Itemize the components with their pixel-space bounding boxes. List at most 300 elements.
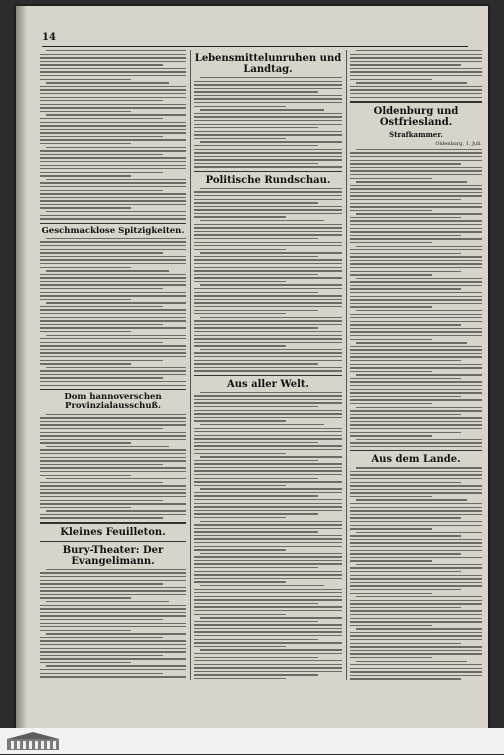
text-line	[194, 535, 342, 536]
text-line	[194, 302, 342, 303]
article-body	[350, 467, 482, 680]
text-line	[194, 202, 318, 203]
text-line	[194, 460, 318, 461]
text-line	[200, 521, 342, 522]
text-line	[356, 564, 482, 565]
text-line	[194, 267, 342, 268]
text-line	[194, 263, 342, 264]
text-line	[40, 122, 186, 123]
text-line	[350, 206, 482, 207]
text-line	[350, 192, 482, 193]
text-line	[200, 109, 324, 110]
text-line	[350, 292, 482, 293]
text-line	[40, 104, 186, 105]
text-line	[350, 489, 482, 490]
text-line	[40, 309, 186, 310]
text-line	[40, 424, 186, 425]
text-line	[194, 660, 342, 661]
text-line	[350, 89, 482, 90]
text-line	[194, 470, 342, 471]
text-line	[40, 648, 186, 649]
text-line	[350, 492, 482, 493]
text-line	[46, 633, 186, 634]
article-body	[40, 50, 186, 220]
text-line	[350, 435, 432, 436]
text-line	[350, 389, 482, 390]
text-line	[194, 463, 342, 464]
text-line	[350, 335, 482, 336]
text-line	[356, 532, 482, 533]
text-line	[40, 587, 186, 588]
text-line	[350, 174, 482, 175]
text-line	[40, 175, 131, 176]
text-line	[350, 610, 482, 611]
section-divider	[350, 101, 482, 103]
text-line	[350, 321, 482, 322]
text-line	[350, 657, 432, 658]
text-line	[350, 331, 482, 332]
text-line	[350, 614, 482, 615]
text-line	[40, 182, 186, 183]
text-line	[200, 141, 342, 142]
text-line	[194, 538, 342, 539]
text-line	[194, 199, 342, 200]
text-line	[350, 238, 482, 239]
text-line	[194, 546, 342, 547]
text-line	[40, 385, 186, 386]
text-line	[194, 327, 318, 328]
text-line	[40, 252, 163, 253]
text-line	[350, 203, 482, 204]
text-line	[40, 139, 186, 140]
text-line	[194, 288, 342, 289]
text-line	[194, 360, 342, 361]
text-line	[40, 57, 186, 58]
text-line	[194, 624, 342, 625]
text-line	[40, 457, 186, 458]
text-line	[40, 320, 186, 321]
text-line	[356, 213, 482, 214]
text-line	[356, 596, 482, 597]
text-line	[350, 482, 461, 483]
text-line	[350, 639, 482, 640]
text-line	[350, 167, 482, 168]
text-line	[350, 306, 432, 307]
text-line	[194, 91, 318, 92]
text-line	[356, 374, 482, 375]
text-line	[40, 651, 186, 652]
text-line	[356, 246, 482, 247]
text-line	[194, 242, 342, 243]
text-line	[194, 159, 342, 160]
text-line	[350, 635, 482, 636]
text-line	[350, 589, 461, 590]
text-line	[40, 489, 186, 490]
text-line	[200, 77, 342, 78]
text-line	[40, 453, 186, 454]
text-line	[194, 274, 318, 275]
text-line	[40, 517, 163, 518]
text-line	[350, 403, 432, 404]
text-line	[350, 314, 482, 315]
text-line	[40, 356, 186, 357]
text-line	[350, 521, 482, 522]
text-line	[40, 267, 131, 268]
article-divider	[40, 389, 186, 390]
text-line	[40, 580, 186, 581]
text-line	[194, 345, 286, 346]
text-line	[350, 160, 482, 161]
text-line	[194, 674, 318, 675]
text-line	[194, 370, 342, 371]
text-line	[40, 259, 186, 260]
text-line	[200, 284, 342, 285]
headline: Geschmacklose Spitzigkeiten.	[40, 227, 186, 236]
text-line	[200, 456, 342, 457]
text-line	[194, 149, 342, 150]
text-line	[200, 252, 342, 253]
section-title: Aus aller Welt.	[194, 379, 342, 390]
text-line	[194, 342, 342, 343]
text-line	[194, 191, 342, 192]
text-line	[194, 231, 342, 232]
text-line	[350, 607, 461, 608]
text-line	[46, 601, 169, 602]
text-line	[40, 331, 131, 332]
text-line	[194, 524, 342, 525]
text-line	[194, 163, 318, 164]
text-line	[350, 428, 482, 429]
column-2	[194, 50, 342, 680]
text-line	[40, 324, 163, 325]
text-line	[40, 615, 186, 616]
text-line	[350, 381, 482, 382]
text-line	[194, 209, 342, 210]
text-line	[194, 224, 342, 225]
text-line	[46, 114, 186, 115]
text-line	[40, 150, 186, 151]
text-line	[194, 95, 342, 96]
text-line	[194, 413, 342, 414]
text-line	[350, 199, 461, 200]
text-line	[40, 377, 163, 378]
text-line	[46, 510, 186, 511]
text-line	[40, 249, 186, 250]
text-line	[350, 242, 432, 243]
text-line	[194, 671, 342, 672]
text-line	[350, 560, 432, 561]
text-line	[40, 129, 186, 130]
text-line	[194, 417, 342, 418]
text-line	[194, 510, 342, 511]
text-line	[194, 131, 342, 132]
text-line	[350, 296, 482, 297]
section-divider	[40, 522, 186, 524]
text-line	[40, 245, 186, 246]
text-line	[200, 349, 342, 350]
text-line	[46, 665, 186, 666]
text-line	[356, 467, 482, 468]
subheading: Strafkammer.	[350, 130, 482, 139]
text-line	[350, 664, 482, 665]
text-line	[356, 628, 482, 629]
text-line	[194, 270, 342, 271]
text-line	[40, 71, 186, 72]
text-line	[194, 338, 342, 339]
text-line	[350, 525, 482, 526]
text-line	[194, 485, 286, 486]
text-line	[40, 215, 186, 216]
column-1	[40, 50, 186, 680]
text-line	[350, 593, 432, 594]
page-spine	[16, 6, 26, 728]
text-line	[40, 676, 186, 677]
text-line	[194, 628, 342, 629]
text-line	[350, 578, 482, 579]
text-line	[350, 517, 461, 518]
text-line	[350, 64, 461, 65]
text-line	[40, 572, 186, 573]
text-line	[194, 589, 342, 590]
text-line	[200, 585, 324, 586]
text-line	[194, 474, 342, 475]
text-line	[40, 295, 186, 296]
text-line	[194, 428, 342, 429]
article-body	[40, 414, 186, 519]
text-line	[194, 567, 318, 568]
text-line	[194, 435, 342, 436]
text-line	[40, 432, 186, 433]
text-line	[194, 596, 342, 597]
text-line	[350, 324, 461, 325]
text-line	[350, 514, 482, 515]
text-line	[194, 335, 342, 336]
text-line	[350, 585, 482, 586]
text-line	[194, 124, 342, 125]
text-line	[350, 643, 461, 644]
text-line	[350, 231, 482, 232]
text-line	[40, 317, 186, 318]
text-line	[194, 195, 342, 196]
text-line	[40, 471, 186, 472]
text-line	[194, 98, 342, 99]
text-line	[350, 385, 482, 386]
text-line	[40, 143, 131, 144]
text-line	[356, 342, 467, 343]
article-body	[194, 392, 342, 680]
text-line	[40, 89, 186, 90]
text-line	[46, 82, 169, 83]
headline: Dom hannoverschen Provinzialausschuß.	[40, 393, 186, 412]
text-line	[200, 220, 324, 221]
text-line	[40, 442, 131, 443]
text-line	[40, 449, 186, 450]
text-line	[194, 449, 342, 450]
text-line	[194, 102, 342, 103]
text-line	[40, 482, 163, 483]
text-line	[350, 571, 461, 572]
text-line	[350, 653, 482, 654]
text-line	[350, 360, 461, 361]
text-line	[200, 317, 342, 318]
headline: Lebensmittelunruhen und Landtag.	[194, 53, 342, 75]
text-line	[194, 431, 342, 432]
text-line	[40, 349, 186, 350]
text-line	[194, 88, 342, 89]
text-line	[40, 274, 186, 275]
text-line	[40, 630, 131, 631]
text-line	[40, 190, 163, 191]
text-line	[350, 274, 432, 275]
text-line	[46, 367, 186, 368]
text-line	[194, 402, 342, 403]
text-line	[194, 145, 318, 146]
text-line	[350, 57, 482, 58]
text-line	[40, 207, 131, 208]
text-line	[40, 186, 186, 187]
text-line	[200, 424, 324, 425]
text-line	[350, 550, 482, 551]
text-line	[40, 75, 186, 76]
text-line	[194, 256, 318, 257]
text-line	[194, 642, 342, 643]
text-line	[350, 256, 482, 257]
text-line	[40, 256, 186, 257]
text-line	[194, 134, 342, 135]
text-line	[40, 68, 186, 69]
text-line	[194, 499, 342, 500]
text-line	[194, 542, 342, 543]
text-line	[194, 599, 342, 600]
text-line	[40, 492, 186, 493]
text-line	[200, 649, 342, 650]
text-line	[46, 270, 169, 271]
text-line	[350, 546, 482, 547]
text-line	[40, 327, 186, 328]
text-line	[194, 113, 342, 114]
text-line	[350, 299, 482, 300]
text-line	[194, 238, 318, 239]
text-line	[194, 453, 286, 454]
text-line	[350, 224, 482, 225]
text-line	[194, 481, 342, 482]
text-line	[194, 653, 342, 654]
text-line	[194, 495, 318, 496]
text-line	[350, 281, 482, 282]
text-line	[40, 583, 163, 584]
text-line	[46, 179, 186, 180]
text-line	[350, 220, 482, 221]
text-line	[40, 168, 186, 169]
text-line	[350, 446, 482, 447]
text-line	[194, 578, 342, 579]
article-body	[350, 50, 482, 98]
text-line	[40, 597, 131, 598]
text-line	[40, 172, 163, 173]
text-line	[350, 86, 482, 87]
text-line	[350, 97, 482, 98]
dateline: Oldenburg, 1. Juli.	[350, 141, 482, 147]
text-line	[40, 345, 186, 346]
text-line	[350, 195, 482, 196]
text-line	[40, 241, 186, 242]
text-line	[40, 594, 186, 595]
text-line	[40, 292, 186, 293]
text-line	[194, 363, 318, 364]
article-body	[350, 149, 482, 447]
text-line	[194, 631, 342, 632]
text-line	[350, 364, 482, 365]
text-line	[350, 675, 482, 676]
text-line	[194, 410, 342, 411]
text-line	[194, 442, 318, 443]
archive-logo-icon	[6, 731, 60, 751]
text-line	[194, 310, 318, 311]
text-line	[194, 664, 342, 665]
text-line	[350, 471, 482, 472]
text-line	[350, 414, 461, 415]
section-title: Politische Rundschau.	[194, 175, 342, 186]
text-line	[350, 317, 482, 318]
text-line	[194, 227, 342, 228]
text-line	[194, 420, 286, 421]
text-line	[194, 395, 342, 396]
text-line	[40, 514, 186, 515]
text-line	[40, 100, 163, 101]
text-line	[350, 367, 482, 368]
text-line	[350, 267, 482, 268]
text-line	[350, 378, 461, 379]
text-line	[194, 517, 286, 518]
text-line	[194, 478, 318, 479]
text-line	[46, 302, 186, 303]
text-line	[350, 346, 482, 347]
text-line	[40, 435, 186, 436]
headline: Bury-Theater: Der Evangelimann.	[40, 545, 186, 567]
text-line	[40, 417, 186, 418]
article-body	[40, 238, 186, 386]
text-line	[40, 485, 186, 486]
text-line	[200, 617, 342, 618]
text-line	[194, 206, 342, 207]
text-line	[40, 284, 186, 285]
text-line	[350, 178, 432, 179]
text-line	[194, 678, 286, 679]
text-line	[350, 421, 482, 422]
text-line	[40, 197, 186, 198]
text-line	[350, 485, 482, 486]
text-line	[194, 563, 342, 564]
text-line	[46, 478, 186, 479]
text-line	[40, 475, 131, 476]
text-line	[350, 260, 482, 261]
text-line	[194, 277, 342, 278]
text-line	[194, 635, 342, 636]
text-line	[40, 658, 186, 659]
text-line	[40, 363, 131, 364]
text-line	[350, 263, 482, 264]
text-line	[40, 655, 163, 656]
text-line	[194, 213, 342, 214]
text-line	[40, 313, 186, 314]
text-line	[356, 149, 482, 150]
text-line	[40, 193, 186, 194]
text-line	[194, 292, 318, 293]
text-line	[194, 138, 286, 139]
text-line	[40, 64, 163, 65]
text-line	[356, 439, 482, 440]
text-line	[40, 662, 131, 663]
